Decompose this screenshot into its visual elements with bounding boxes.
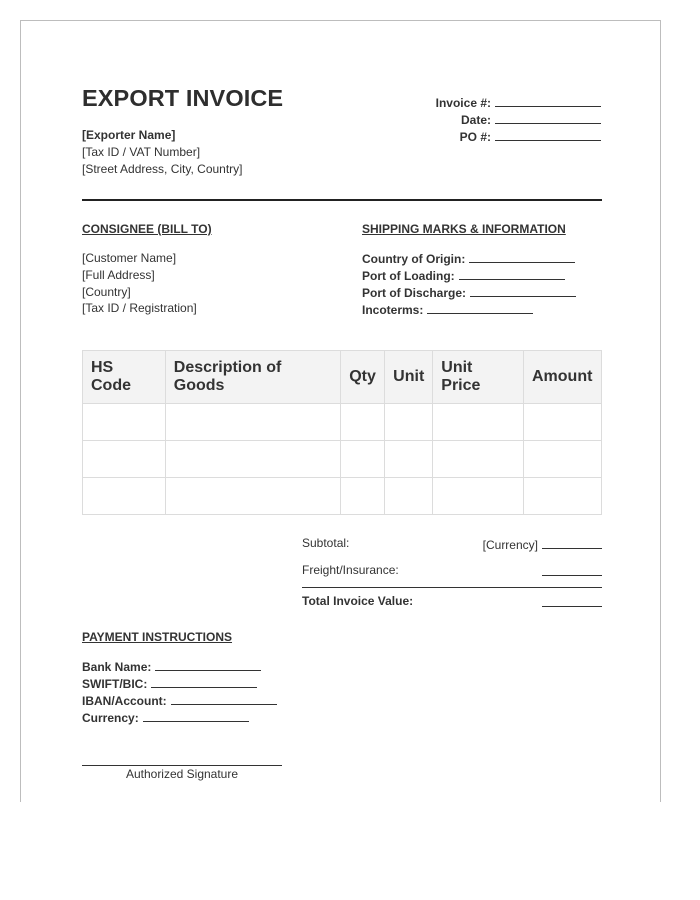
po-label: PO #:	[459, 130, 491, 144]
header-unit: Unit	[385, 351, 433, 404]
swift-row	[82, 675, 277, 692]
total-field[interactable]	[542, 594, 602, 607]
total-label: Total Invoice Value:	[302, 594, 414, 608]
total-row	[302, 588, 602, 615]
consignee-country: [Country]	[82, 284, 131, 299]
header-qty: Qty	[341, 351, 385, 404]
origin-row	[362, 250, 576, 267]
table-row	[83, 478, 602, 515]
consignee-heading: CONSIGNEE (BILL TO)	[82, 222, 212, 236]
subtotal-field[interactable]	[542, 536, 602, 549]
consignee-address: [Full Address]	[82, 267, 155, 282]
table-header-row	[83, 351, 602, 404]
table-cell[interactable]	[523, 441, 601, 478]
document-title: EXPORT INVOICE	[82, 85, 284, 111]
bank-row	[82, 658, 277, 675]
swift-label: SWIFT/BIC:	[82, 677, 148, 691]
discharge-label: Port of Discharge:	[362, 286, 467, 300]
shipping-heading: SHIPPING MARKS & INFORMATION	[362, 222, 566, 236]
table-cell[interactable]	[83, 441, 166, 478]
iban-field[interactable]	[171, 692, 277, 705]
table-cell[interactable]	[433, 404, 524, 441]
line-items-table	[82, 350, 602, 515]
table-cell[interactable]	[385, 441, 433, 478]
iban-row	[82, 692, 277, 709]
freight-field[interactable]	[542, 563, 602, 576]
payment-heading: PAYMENT INSTRUCTIONS	[82, 630, 233, 644]
header-unit-price: Unit Price	[433, 351, 524, 404]
consignee-name: [Customer Name]	[82, 251, 177, 265]
table-cell[interactable]	[433, 478, 524, 515]
bank-field[interactable]	[155, 658, 261, 671]
currency-placeholder: [Currency]	[482, 538, 538, 552]
table-cell[interactable]	[341, 404, 385, 441]
bank-label: Bank Name:	[82, 660, 152, 674]
incoterms-field[interactable]	[427, 301, 533, 314]
table-cell[interactable]	[341, 441, 385, 478]
table-cell[interactable]	[433, 441, 524, 478]
origin-label: Country of Origin:	[362, 252, 466, 266]
exporter-name: [Exporter Name]	[82, 128, 176, 142]
loading-field[interactable]	[459, 267, 565, 280]
header-hs-code: HS Code	[83, 351, 166, 404]
origin-field[interactable]	[469, 250, 575, 263]
table-cell[interactable]	[523, 404, 601, 441]
currency-label: Currency:	[82, 711, 139, 725]
subtotal-value	[483, 536, 602, 552]
po-field[interactable]	[495, 128, 601, 141]
incoterms-label: Incoterms:	[362, 303, 424, 317]
date-row	[436, 111, 601, 128]
subtotal-row	[302, 533, 602, 560]
consignee-tax-id: [Tax ID / Registration]	[82, 301, 197, 316]
swift-field[interactable]	[151, 675, 257, 688]
po-row	[436, 128, 601, 145]
table-cell[interactable]	[385, 404, 433, 441]
exporter-block	[82, 127, 243, 177]
table-row	[83, 441, 602, 478]
currency-row	[82, 709, 277, 726]
exporter-tax-id: [Tax ID / VAT Number]	[82, 144, 201, 159]
invoice-number-field[interactable]	[495, 94, 601, 107]
freight-label: Freight/Insurance:	[302, 563, 399, 577]
total-value	[542, 594, 602, 607]
table-cell[interactable]	[165, 478, 340, 515]
table-cell[interactable]	[165, 404, 340, 441]
invoice-page	[20, 20, 661, 802]
payment-block	[82, 658, 277, 726]
invoice-number-label: Invoice #:	[435, 96, 491, 110]
exporter-address: [Street Address, City, Country]	[82, 161, 243, 176]
totals-block	[302, 533, 602, 615]
freight-row	[302, 560, 602, 588]
signature-line[interactable]	[82, 765, 282, 766]
table-cell[interactable]	[83, 404, 166, 441]
shipping-block	[362, 250, 576, 318]
table-cell[interactable]	[385, 478, 433, 515]
invoice-number-row	[436, 94, 601, 111]
iban-label: IBAN/Account:	[82, 694, 167, 708]
discharge-field[interactable]	[470, 284, 576, 297]
invoice-meta	[436, 94, 601, 145]
consignee-block	[82, 250, 197, 317]
loading-row	[362, 267, 576, 284]
loading-label: Port of Loading:	[362, 269, 455, 283]
table-cell[interactable]	[165, 441, 340, 478]
date-field[interactable]	[495, 111, 601, 124]
signature-label: Authorized Signature	[125, 767, 239, 781]
header-description: Description of Goods	[165, 351, 340, 404]
header-amount: Amount	[523, 351, 601, 404]
header-divider	[82, 199, 602, 201]
table-cell[interactable]	[523, 478, 601, 515]
subtotal-label: Subtotal:	[302, 536, 350, 550]
incoterms-row	[362, 301, 576, 318]
table-cell[interactable]	[83, 478, 166, 515]
discharge-row	[362, 284, 576, 301]
date-label: Date:	[460, 113, 491, 127]
table-row	[83, 404, 602, 441]
currency-field[interactable]	[143, 709, 249, 722]
freight-value	[542, 563, 602, 576]
table-cell[interactable]	[341, 478, 385, 515]
